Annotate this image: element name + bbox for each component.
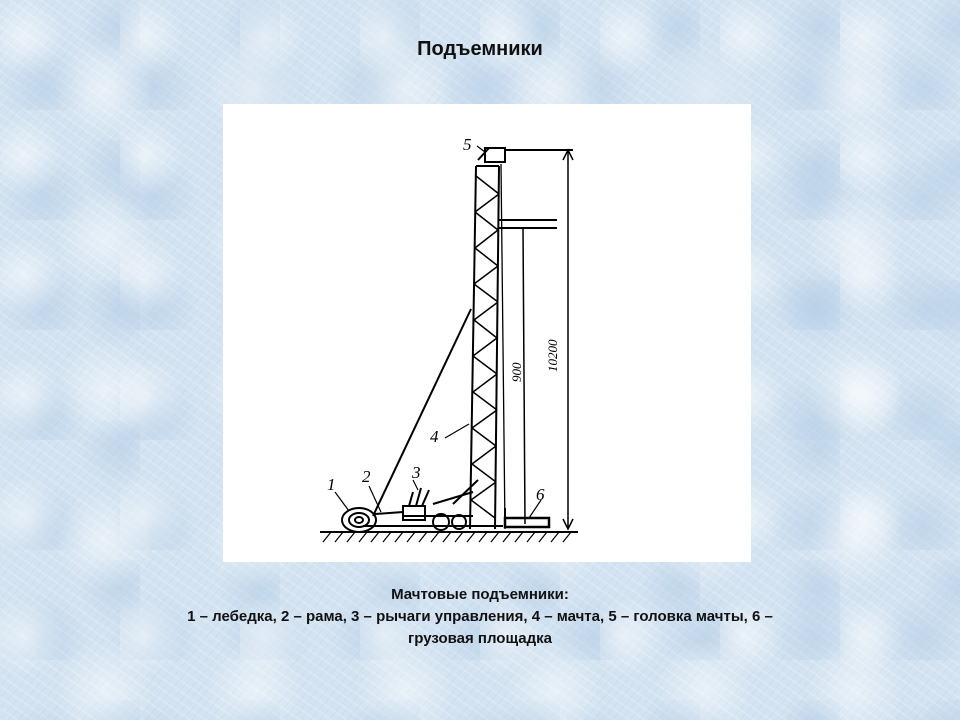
- dimension-label-900: 900: [509, 362, 524, 382]
- figure-caption: [100, 584, 860, 650]
- frame: [363, 480, 503, 530]
- mast-hoist-drawing: [223, 104, 751, 562]
- part-label-2: 2: [362, 467, 371, 486]
- dimension-10200: [563, 150, 573, 529]
- part-label-1: 1: [327, 475, 336, 494]
- control-levers: [409, 488, 429, 506]
- part-label-3: 3: [412, 463, 421, 482]
- part-label-5: 5: [463, 135, 472, 154]
- caption-legend-line: 1 – лебедка, 2 – рама, 3 – рычаги управления, 4 – мачта, 5 – головка мачты, 6 –: [187, 608, 773, 625]
- slide-title: Подъемники: [417, 38, 543, 60]
- caption-legend-line-continued: грузовая площадка: [408, 630, 552, 647]
- part-label-6: 6: [536, 485, 545, 504]
- caption-title: Мачтовые подъемники:: [391, 586, 569, 603]
- mast-stay: [373, 309, 471, 516]
- hoist-rope: [501, 164, 505, 529]
- winch: [342, 508, 403, 532]
- ground-hatching: [323, 532, 571, 542]
- dimension-label-10200: 10200: [545, 339, 560, 372]
- cargo-platform: [505, 508, 549, 527]
- mast-head: [478, 148, 573, 162]
- part-label-4: 4: [430, 427, 439, 446]
- mast-hoist-diagram: [223, 104, 751, 562]
- label-leaders: [335, 146, 541, 518]
- mast: [470, 166, 499, 529]
